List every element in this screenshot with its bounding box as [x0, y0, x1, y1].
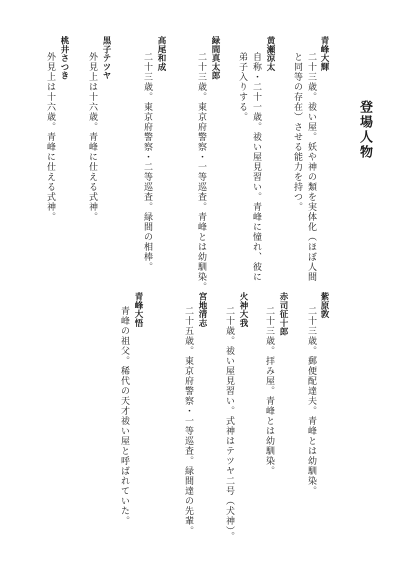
- character-name: 青峰大輝: [319, 36, 329, 72]
- character-desc: 二十三歳。東京府警察・一等巡査。青峰とは幼馴染。: [196, 52, 206, 292]
- character-name: 紫原敦: [319, 292, 329, 319]
- character-desc: 二十三歳。東京府警察・二等巡査。緑間の相棒。: [142, 52, 152, 272]
- character-name: 青峰大悟: [133, 292, 143, 328]
- character-desc: 二十歳。祓い屋見習い。式神はテツヤ二号（犬神）。: [224, 306, 234, 542]
- character-desc: 二十三歳。祓い屋。妖や神の類を実体化（ほぼ人間: [306, 52, 316, 282]
- character-desc: 外見上は十六歳。青峰に仕える式神。: [87, 52, 97, 222]
- character-name: 桃井さつき: [59, 36, 69, 80]
- character-desc: 二十三歳。拝み屋。青峰とは幼馴染。: [264, 306, 274, 476]
- character-desc: 二十五歳。東京府警察・一等巡査。緑間達の先輩。: [183, 306, 193, 536]
- character-name: 火神大我: [238, 292, 248, 328]
- character-desc: 二十三歳。郵便配達夫。青峰とは幼馴染。: [306, 306, 316, 496]
- character-name: 黒子テツヤ: [101, 36, 111, 80]
- page-title: 登場人物: [357, 100, 372, 160]
- character-name: 宮地清志: [197, 292, 207, 328]
- character-name: 黄瀬涼太: [265, 36, 275, 72]
- character-desc: 弟子入りする。: [237, 52, 247, 122]
- character-name: 高尾和成: [156, 36, 166, 72]
- character-desc: 外見上は十六歳。青峰に仕える式神。: [45, 52, 55, 222]
- character-desc: 青峰の祖父。稀代の天才祓い屋と呼ばれていた。: [119, 306, 129, 526]
- character-desc: と同等の存在）させる能力を持つ。: [292, 52, 302, 212]
- character-name: 赤司征十郎: [278, 292, 288, 336]
- character-name: 緑間真太郎: [210, 36, 220, 80]
- character-desc: 自称・二十一歳。祓い屋見習い。青峰に憧れ、彼に: [251, 52, 261, 282]
